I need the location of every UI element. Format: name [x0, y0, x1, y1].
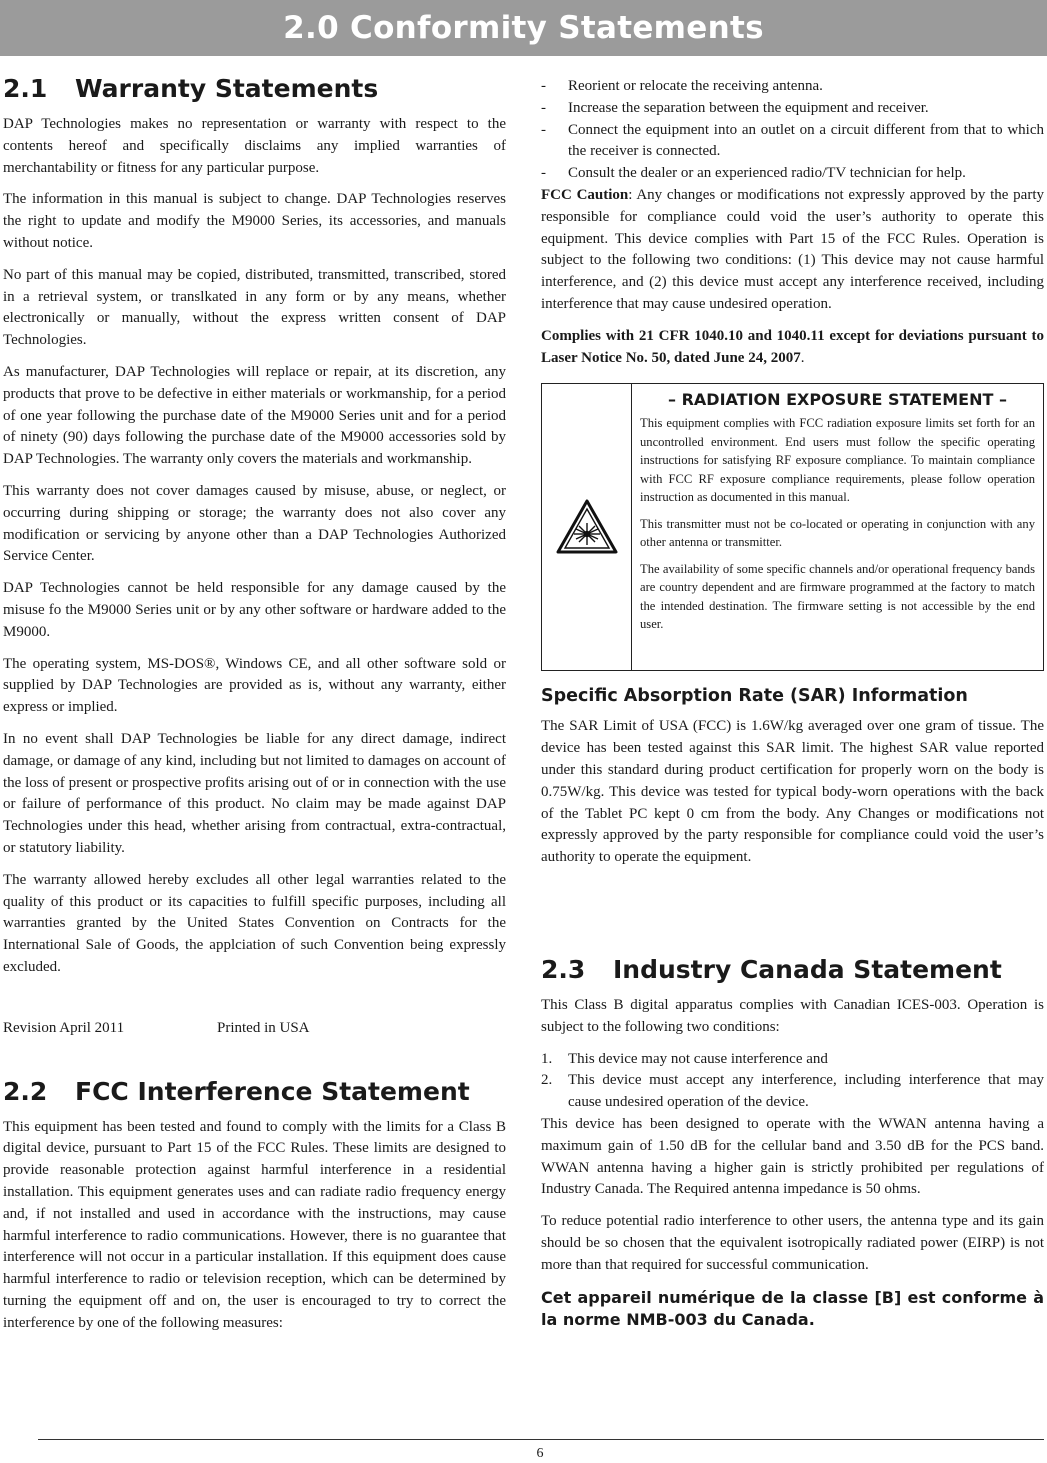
- section-title: Industry Canada Statement: [613, 954, 1002, 984]
- radiation-exposure-box: [541, 383, 1044, 671]
- list-marker: -: [541, 99, 546, 116]
- radiation-icon-cell: [542, 384, 632, 670]
- ic-wwan-paragraph: This device has been designed to operate with the WWAN antenna having a maximum gain of 1.50 dB for the cellular band and 3.50 dB for the PCS band. WWAN antenna having a higher gain is strictly prohibited per regulations of Industry Canada. The Required antenna impedance is 50 ohms.: [541, 1115, 1044, 1198]
- section-number: 2.2: [3, 1076, 48, 1106]
- ic-french-statement: Cet appareil numérique de la classe [B] est conforme à la norme NMB-003 du Canada.: [541, 1287, 1044, 1329]
- fcc-intro-paragraph: This equipment has been tested and found to comply with the limits for a Class B digital device, pursuant to Part 15 of the FCC Rules. These limits are designed to provide reasonable protection against harmful interference in a residential installation. This equipment generates uses and can radiate radio frequency energy and, if not installed and used in accordance with the instructions, may cause harmful interference to radio communications. However, there is no guarantee that interference will not occur in a particular installation. If this equipment does cause harmful interference to radio or television reception, which can be determined by turning the equipment off and on, the user is encouraged to try to correct the interference by one of the following measures:: [3, 1118, 506, 1331]
- page-number: 6: [536, 1446, 544, 1461]
- ic-conditions-list: [541, 1049, 1044, 1114]
- section-title: FCC Interference Statement: [75, 1076, 470, 1106]
- list-item: 2. This device must accept any interference, including interference that may cause undesired operation of the device.: [541, 1072, 1044, 1111]
- cfr-compliance-paragraph: Complies with 21 CFR 1040.10 and 1040.11 except for deviations pursuant to Laser Notice No. 50, dated June 24, 2007.: [541, 327, 1044, 366]
- radiation-paragraph: The availability of some specific channels and/or operational frequency bands are country dependent and are firmware programmed at the factory to match the intended destination. The firmware setting is not accessible by the end user.: [640, 561, 1035, 632]
- sar-paragraph: The SAR Limit of USA (FCC) is 1.6W/kg averaged over one gram of tissue. The device has been tested against this SAR limit. The highest SAR value reported under this standard during product certification for properly worn on the body is 0.75W/kg. This device was tested for typical body-worn operations with the back of the Tablet PC kept 0 cm from the body. Any Changes or modifications not expressly approved by the party responsible for compliance could void the user’s authority to operate the equipment.: [541, 718, 1044, 866]
- warranty-paragraph: The warranty allowed hereby excludes all other legal warranties related to the quality of this product or its capacities to fulfill specific purposes, including all warranties granted by the United States Convention on Contracts for the International Sale of Goods, the applciation of such Convention being expressly excluded.: [3, 871, 506, 975]
- left-column: [3, 74, 506, 1335]
- chapter-banner: [0, 0, 1047, 56]
- warranty-paragraph: In no event shall DAP Technologies be liable for any direct damage, indirect damage, or damage of any kind, including but not limited to damages on account of the loss of present or prospective profits arising out of or in connection with the use or failure of performance of this product. No claim may be made against DAP Technologies under this head, whether arising from contractual, extra-contractual, or statutory liability.: [3, 730, 506, 856]
- list-marker: -: [541, 165, 546, 182]
- list-marker: -: [541, 121, 546, 138]
- warranty-paragraph: As manufacturer, DAP Technologies will replace or repair, at its discretion, any products that prove to be defective in either materials or workmanship, for a period of one year following the purchase date of the M9000 Series unit and for a period of ninety (90) days following the purchase date of the M9000 accessories sold by DAP Technologies. The warranty only covers the materials and workmanship.: [3, 363, 506, 468]
- laser-warning-icon: [556, 499, 618, 555]
- radiation-text-cell: [632, 384, 1043, 670]
- warranty-paragraph: The operating system, MS-DOS®, Windows CE, and all other software sold or supplied by DAP Technologies are provided as is, without any warranty, either express or implied.: [3, 655, 506, 716]
- section-title: Warranty Statements: [75, 74, 379, 103]
- list-marker: -: [541, 78, 546, 94]
- section-number: 2.1: [3, 74, 48, 103]
- list-item: - Consult the dealer or an experienced radio/TV technician for help.: [541, 163, 1044, 185]
- warranty-paragraph: This warranty does not cover damages caused by misuse, abuse, or neglect, or occurring during shipping or storage; the warranty does not also cover any modification or servicing by anyone other than a DAP Technologies Authorized Service Center.: [3, 482, 506, 565]
- warranty-paragraph: DAP Technologies cannot be held responsible for any damage caused by the misuse fo the M9000 Series unit or by any other software or hardware added to the M9000.: [3, 580, 506, 640]
- revision-date: Revision April 2011: [3, 1019, 125, 1036]
- fcc-caution-text: : Any changes or modifications not expressly approved by the party responsible for compliance could void the user’s authority to operate this equipment. This device complies with Part 15 of the FCC Rules. Operation is subject to the following two conditions: (1) This device may not cause harmful interference, and (2) this device must accept any interference received, including interference that may cause undesired operation.: [541, 186, 1044, 312]
- revision-line: [3, 1017, 506, 1039]
- footer-divider: [38, 1439, 1044, 1440]
- fcc-measures-list: [541, 76, 1044, 185]
- section-2-2-heading: [3, 1077, 506, 1107]
- section-number: 2.3: [541, 954, 586, 984]
- right-column: [541, 76, 1044, 1341]
- radiation-paragraph: This transmitter must not be co-located or operating in conjunction with any other antenna or transmitter.: [640, 516, 1035, 550]
- warranty-paragraph: No part of this manual may be copied, distributed, transmitted, transcribed, stored in a retrieval system, or translkated in any form or by any means, whether electronically or manually, without the express written consent of DAP Technologies.: [3, 266, 506, 349]
- ic-reduce-paragraph: To reduce potential radio interference to other users, the antenna type and its gain should be so chosen that the equivalent isotropically radiated power (EIRP) is not more than that required for successful communication.: [541, 1213, 1044, 1273]
- list-item: - Reorient or relocate the receiving antenna.: [541, 76, 1044, 98]
- warranty-paragraph: The information in this manual is subject to change. DAP Technologies reserves the right to update and modify the M9000 Series, its accessories, and manuals without notice.: [3, 191, 506, 251]
- fcc-caution-label: FCC Caution: [541, 186, 629, 203]
- list-item: 1. This device may not cause interference and: [541, 1050, 828, 1067]
- radiation-paragraph: This equipment complies with FCC radiation exposure limits set forth for an uncontrolled environment. End users must follow the specific operating instructions for satisfying RF exposure compliance. To maintain compliance with FCC RF exposure compliance requirements, please follow operation instruction as documented in this manual.: [640, 416, 1035, 505]
- sar-heading: Specific Absorption Rate (SAR) Information: [541, 686, 968, 707]
- ic-intro-paragraph: This Class B digital apparatus complies with Canadian ICES-003. Operation is subject to the following two conditions:: [541, 996, 1044, 1035]
- list-item: - Connect the equipment into an outlet on a circuit different from that to which the receiver is connected.: [541, 120, 1044, 164]
- radiation-title: – RADIATION EXPOSURE STATEMENT –: [668, 390, 1007, 410]
- printed-in: Printed in USA: [217, 1019, 310, 1036]
- list-item: - Increase the separation between the equipment and receiver.: [541, 98, 1044, 120]
- section-2-3-heading: [541, 955, 1044, 985]
- fcc-caution-paragraph: [541, 185, 1044, 316]
- warranty-paragraph: DAP Technologies makes no representation or warranty with respect to the contents hereof and specifically disclaims any implied warranties of merchantability or fitness for any particular purpose.: [3, 116, 506, 176]
- chapter-title: 2.0 Conformity Statements: [283, 10, 764, 46]
- section-2-1-heading: [3, 74, 506, 104]
